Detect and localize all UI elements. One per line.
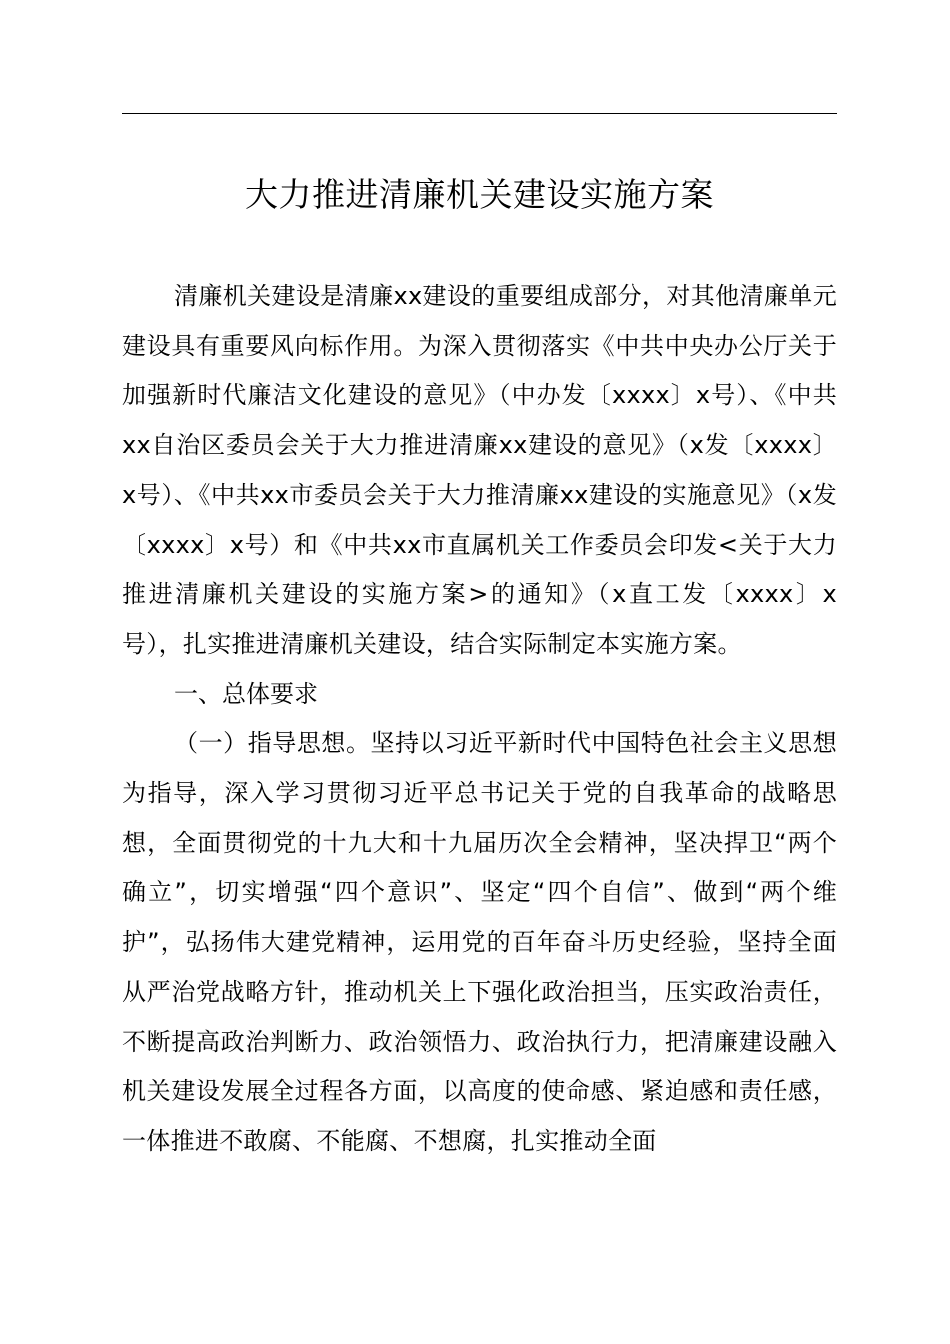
guiding-ideology-paragraph: （一）指导思想。坚持以习近平新时代中国特色社会主义思想为指导，深入学习贯彻习近平总书记关于党的自我革命的战略思想，全面贯彻党的十九大和十九届历次全会精神，坚决捍卫“两个确立”，切实增强“四个意识”、坚定“四个自信”、做到“两个维护”，弘扬伟大建党精神，运用党的百年奋斗历史经验，坚持全面从严治党战略方针，推动机关上下强化政治担当，压实政治责任，不断提高政治判断力、政治领悟力、政治执行力，把清廉建设融入机关建设发展全过程各方面，以高度的使命感、紧迫感和责任感，一体推进不敢腐、不能腐、不想腐，扎实推动全面	[122, 729, 837, 1155]
intro-paragraph: 清廉机关建设是清廉xx建设的重要组成部分，对其他清廉单元建设具有重要风向标作用。为深入贯彻落实《中共中央办公厅关于加强新时代廉洁文化建设的意见》（中办发〔xxxx〕x号）、《中共xx自治区委员会关于大力推进清廉xx建设的意见》（x发〔xxxx〕x号）、《中共xx市委员会关于大力推清廉xx建设的实施意见》（x发〔xxxx〕x号）和《中共xx市直属机关工作委员会印发<关于大力推进清廉机关建设的实施方案>的通知》（x直工发〔xxxx〕x号），扎实推进清廉机关建设，结合实际制定本实施方案。	[122, 282, 837, 658]
document-title: 大力推进清廉机关建设实施方案	[245, 175, 714, 214]
document-body	[122, 272, 837, 1167]
header-rule	[122, 113, 837, 114]
section-heading-general-requirements: 一、总体要求	[174, 679, 318, 708]
